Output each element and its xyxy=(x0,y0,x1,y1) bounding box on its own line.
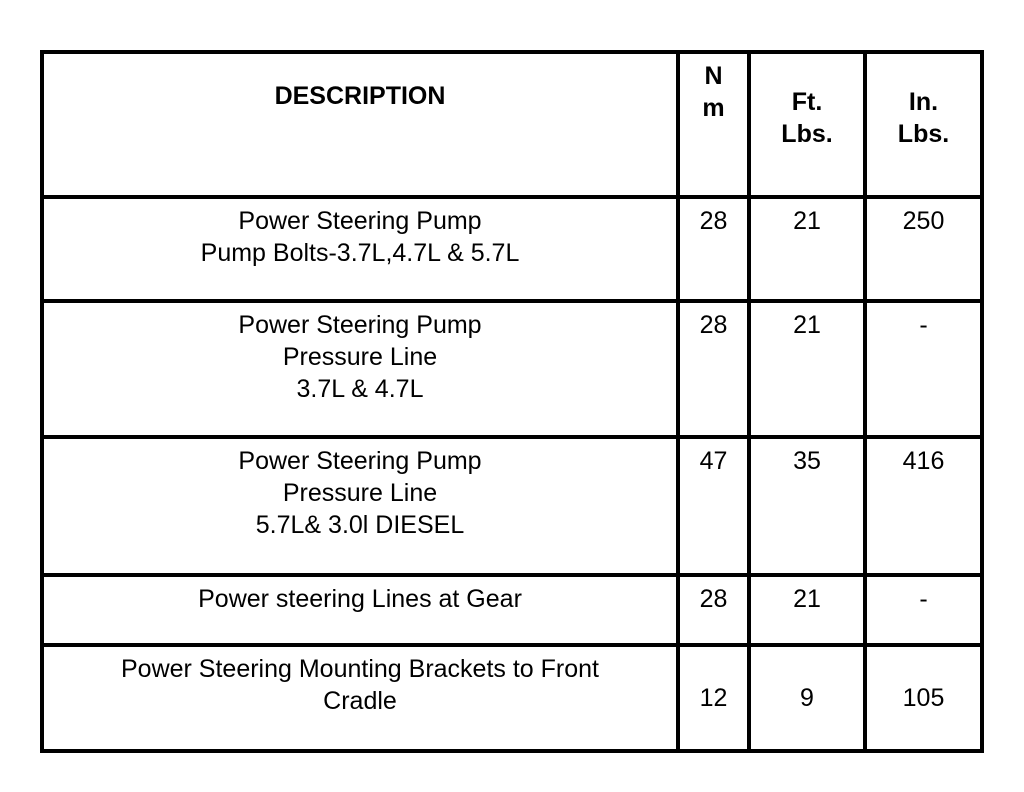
nm-cell: 28 xyxy=(678,575,749,645)
description-line: Pressure Line xyxy=(282,343,438,371)
description-cell xyxy=(42,645,678,751)
description-line: 3.7L & 4.7L xyxy=(296,375,424,403)
description-line: Power steering Lines at Gear xyxy=(198,585,522,613)
ft-lbs-cell: 21 xyxy=(749,575,865,645)
in-lbs-header xyxy=(865,52,982,197)
table-row xyxy=(42,575,982,645)
description-line: 5.7L& 3.0l DIESEL xyxy=(255,511,465,539)
nm-cell: 12 xyxy=(678,645,749,751)
nm-header xyxy=(678,52,749,197)
ft-lbs-cell: 21 xyxy=(749,197,865,301)
in-lbs-cell: 250 xyxy=(865,197,982,301)
description-line: Power Steering Pump xyxy=(238,447,482,475)
nm-cell: 47 xyxy=(678,437,749,575)
ft-lbs-header-line2: Lbs. xyxy=(781,120,833,148)
nm-cell: 28 xyxy=(678,197,749,301)
ft-lbs-header xyxy=(749,52,865,197)
description-cell xyxy=(42,197,678,301)
description-line: Pump Bolts-3.7L,4.7L & 5.7L xyxy=(200,239,520,267)
in-lbs-cell: 416 xyxy=(865,437,982,575)
description-header: DESCRIPTION xyxy=(42,52,678,197)
nm-cell: 28 xyxy=(678,301,749,437)
ft-lbs-cell: 35 xyxy=(749,437,865,575)
ft-lbs-header-line1: Ft. xyxy=(791,88,823,116)
table-row xyxy=(42,197,982,301)
table-row xyxy=(42,301,982,437)
in-lbs-header-line1: In. xyxy=(908,88,939,116)
in-lbs-cell: 105 xyxy=(865,645,982,751)
description-line: Cradle xyxy=(323,687,397,715)
table-row xyxy=(42,437,982,575)
ft-lbs-cell: 9 xyxy=(749,645,865,751)
description-line: Pressure Line xyxy=(282,479,438,507)
description-line: Power Steering Pump xyxy=(238,207,482,235)
description-line: Power Steering Mounting Brackets to Front xyxy=(120,655,599,683)
description-cell xyxy=(42,301,678,437)
description-cell xyxy=(42,437,678,575)
torque-spec-table xyxy=(40,50,984,753)
nm-header-line1: N xyxy=(704,62,723,90)
description-line: Power Steering Pump xyxy=(238,311,482,339)
table-header-row xyxy=(42,52,982,197)
table-row xyxy=(42,645,982,751)
description-cell xyxy=(42,575,678,645)
ft-lbs-cell: 21 xyxy=(749,301,865,437)
nm-header-line2: m xyxy=(702,94,725,122)
in-lbs-cell: - xyxy=(865,575,982,645)
in-lbs-header-line2: Lbs. xyxy=(897,120,950,148)
in-lbs-cell: - xyxy=(865,301,982,437)
